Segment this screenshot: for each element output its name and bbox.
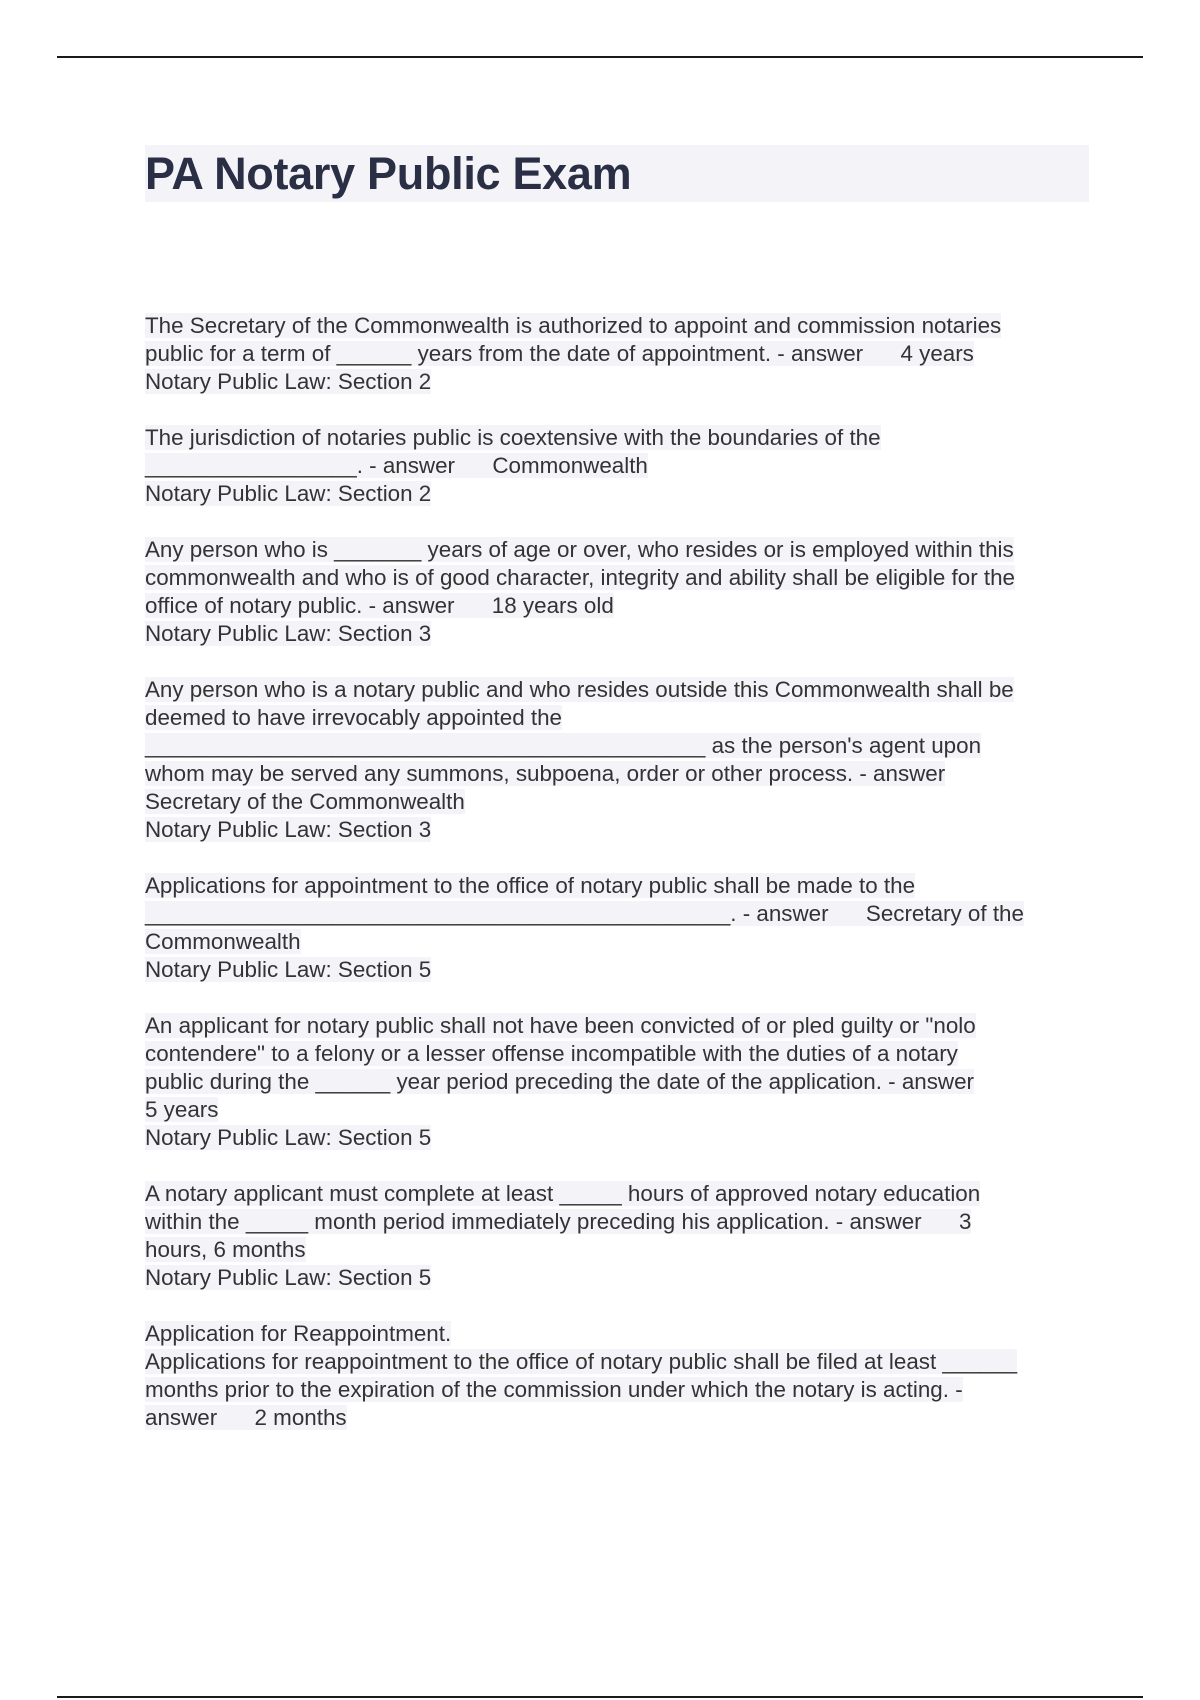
qa-line: _________________. - answer Commonwealth <box>145 453 648 478</box>
qa-line: answer 2 months <box>145 1405 347 1430</box>
qa-line: public during the ______ year period preceding the date of the application. - answer <box>145 1069 975 1094</box>
qa-item <box>145 536 1090 648</box>
qa-reference: Notary Public Law: Section 2 <box>145 481 432 506</box>
qa-line: months prior to the expiration of the commission under which the notary is acting. - <box>145 1377 963 1402</box>
qa-line: An applicant for notary public shall not have been convicted of or pled guilty or "nolo <box>145 1013 976 1038</box>
qa-line: 5 years <box>145 1097 219 1122</box>
qa-line: contendere" to a felony or a lesser offense incompatible with the duties of a notary <box>145 1041 958 1066</box>
qa-line: Any person who is _______ years of age or over, who resides or is employed within this <box>145 537 1014 562</box>
qa-line: Applications for appointment to the office of notary public shall be made to the <box>145 873 916 898</box>
qa-line: whom may be served any summons, subpoena, order or other process. - answer <box>145 761 946 786</box>
qa-reference: Notary Public Law: Section 5 <box>145 1125 432 1150</box>
bottom-rule <box>57 1696 1143 1698</box>
qa-line: Applications for reappointment to the office of notary public shall be filed at least ______ <box>145 1349 1018 1374</box>
qa-line: office of notary public. - answer 18 years old <box>145 593 614 618</box>
qa-line: public for a term of ______ years from the date of appointment. - answer 4 years <box>145 341 974 366</box>
qa-item <box>145 312 1090 396</box>
qa-reference: Notary Public Law: Section 5 <box>145 957 432 982</box>
qa-item <box>145 1012 1090 1152</box>
qa-line: Any person who is a notary public and who resides outside this Commonwealth shall be <box>145 677 1014 702</box>
qa-heading: Application for Reappointment. <box>145 1321 452 1346</box>
qa-item <box>145 872 1090 984</box>
qa-reference: Notary Public Law: Section 3 <box>145 621 432 646</box>
qa-line: The Secretary of the Commonwealth is authorized to appoint and commission notaries <box>145 313 1002 338</box>
qa-line: _______________________________________________. - answer Secretary of the <box>145 901 1024 926</box>
qa-item <box>145 424 1090 508</box>
qa-reference: Notary Public Law: Section 5 <box>145 1265 432 1290</box>
qa-line: _____________________________________________ as the person's agent upon <box>145 733 982 758</box>
qa-item <box>145 676 1090 844</box>
qa-line: The jurisdiction of notaries public is coextensive with the boundaries of the <box>145 425 881 450</box>
qa-line: hours, 6 months <box>145 1237 306 1262</box>
qa-list <box>145 312 1090 1460</box>
qa-reference: Notary Public Law: Section 3 <box>145 817 432 842</box>
title-block <box>145 145 1089 202</box>
qa-item <box>145 1320 1090 1432</box>
qa-line: deemed to have irrevocably appointed the <box>145 705 562 730</box>
qa-line: within the _____ month period immediately preceding his application. - answer 3 <box>145 1209 972 1234</box>
qa-line: A notary applicant must complete at least _____ hours of approved notary education <box>145 1181 981 1206</box>
top-rule <box>57 56 1143 58</box>
qa-reference: Notary Public Law: Section 2 <box>145 369 432 394</box>
qa-line: Secretary of the Commonwealth <box>145 789 465 814</box>
qa-line: commonwealth and who is of good character, integrity and ability shall be eligible for the <box>145 565 1015 590</box>
qa-item <box>145 1180 1090 1292</box>
document-title: PA Notary Public Exam <box>145 148 632 199</box>
qa-line: Commonwealth <box>145 929 301 954</box>
